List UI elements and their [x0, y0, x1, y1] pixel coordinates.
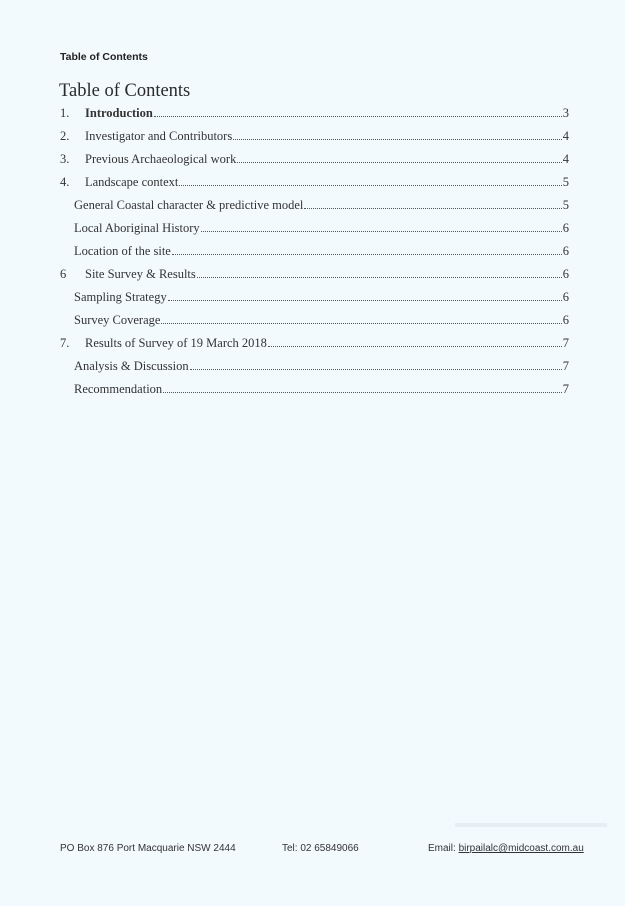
toc-entry-page: 6 [562, 221, 569, 235]
footer-email [428, 843, 584, 854]
toc-entry-page: 7 [562, 336, 569, 350]
toc-entry-page: 6 [562, 290, 569, 304]
toc-entry-number: 4. [60, 175, 70, 189]
toc-entry-page: 5 [562, 198, 569, 212]
toc-entry-analysis[interactable] [0, 359, 625, 376]
toc-entry-page: 6 [562, 267, 569, 281]
toc-entry-page: 3 [562, 106, 569, 120]
dot-leader [154, 115, 562, 117]
toc-entry-page: 7 [562, 359, 569, 373]
footer-address: PO Box 876 Port Macquarie NSW 2444 [60, 843, 236, 854]
footer-tel: Tel: 02 65849066 [282, 843, 359, 854]
toc-entry-number: 6 [60, 267, 67, 281]
dot-leader [168, 299, 562, 301]
running-header: Table of Contents [60, 51, 148, 63]
toc-entry-coastal-character[interactable] [0, 198, 625, 215]
toc-entry-label: Recommendation [74, 382, 163, 396]
dot-leader [233, 138, 562, 140]
dot-leader [179, 184, 561, 186]
toc-entry-label: Survey Coverage [74, 313, 161, 327]
dot-leader [190, 368, 562, 370]
toc-entry-number: 2. [60, 129, 70, 143]
toc-entry-recommendation[interactable] [0, 382, 625, 399]
footer-email-link[interactable]: birpailalc@midcoast.com.au [458, 843, 584, 854]
toc-entry-sampling-strategy[interactable] [0, 290, 625, 307]
toc-entry-label: Site Survey & Results [85, 267, 196, 281]
toc-entry-page: 4 [562, 152, 569, 166]
footer-email-prefix: Email: [428, 843, 459, 854]
dot-leader [172, 253, 562, 255]
toc-entry-label: Analysis & Discussion [74, 359, 189, 373]
toc-entry-page: 4 [562, 129, 569, 143]
toc-entry-survey-coverage[interactable] [0, 313, 625, 330]
toc-title: Table of Contents [59, 81, 191, 101]
toc-entry-label: Investigator and Contributors [85, 129, 233, 143]
dot-leader [163, 391, 562, 393]
toc-entry-number: 3. [60, 152, 70, 166]
footer-divider [455, 823, 607, 827]
toc-entry-landscape[interactable] [0, 175, 625, 192]
toc-entry-survey-results[interactable] [0, 336, 625, 353]
toc-entry-label: Local Aboriginal History [74, 221, 200, 235]
toc-entry-number: 1. [60, 106, 70, 120]
dot-leader [268, 345, 562, 347]
toc-entry-page: 5 [562, 175, 569, 189]
toc-entry-number: 7. [60, 336, 70, 350]
toc-entry-label: Sampling Strategy [74, 290, 167, 304]
toc-entry-page: 6 [562, 244, 569, 258]
toc-entry-introduction[interactable] [0, 106, 625, 123]
toc-entry-site-survey[interactable] [0, 267, 625, 284]
toc-entry-aboriginal-history[interactable] [0, 221, 625, 238]
toc-entry-site-location[interactable] [0, 244, 625, 261]
toc-entry-investigator[interactable] [0, 129, 625, 146]
toc-entry-page: 7 [562, 382, 569, 396]
toc-entry-label: General Coastal character & predictive model [74, 198, 304, 212]
dot-leader [237, 161, 561, 163]
dot-leader [201, 230, 562, 232]
dot-leader [304, 207, 561, 209]
toc-entry-label: Location of the site [74, 244, 171, 258]
dot-leader [197, 276, 562, 278]
toc-entry-label: Previous Archaeological work [85, 152, 237, 166]
dot-leader [161, 322, 561, 324]
toc-entry-label: Introduction [85, 106, 153, 120]
toc-entry-previous-work[interactable] [0, 152, 625, 169]
toc-entry-label: Landscape context [85, 175, 179, 189]
toc-entry-label: Results of Survey of 19 March 2018 [85, 336, 267, 350]
toc-entry-page: 6 [562, 313, 569, 327]
